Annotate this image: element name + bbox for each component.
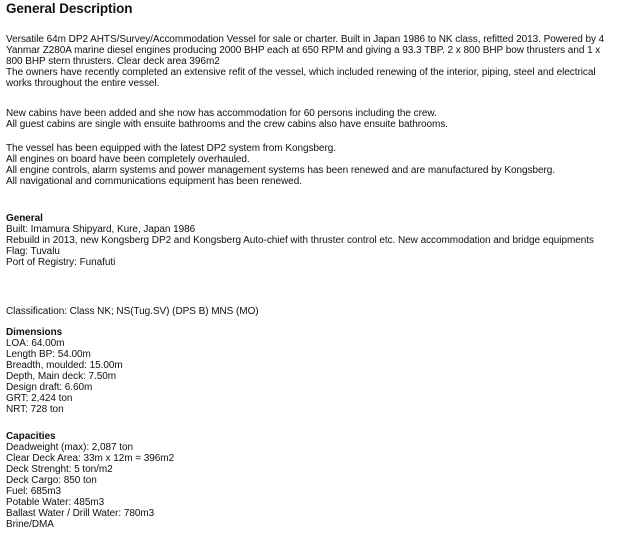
general-line: Rebuild in 2013, new Kongsberg DP2 and Kongsberg Auto-chief with thruster control etc. New accommodation and bridge equipments <box>6 235 594 246</box>
systems-line: All engine controls, alarm systems and power management systems has been renewed and are manufactured by Kongsberg. <box>6 165 555 176</box>
intro-line: Versatile 64m DP2 AHTS/Survey/Accommodation Vessel for sale or charter. Built in Japan 1986 to NK class, refitted 2013. Powered by 4 <box>6 34 605 45</box>
capacities-line: Deadweight (max): 2,087 ton <box>6 442 134 453</box>
capacities-line: Deck Strenght: 5 ton/m2 <box>6 464 113 475</box>
capacities-line: Potable Water: 485m3 <box>6 497 105 508</box>
cabins-line: New cabins have been added and she now has accommodation for 60 persons including the crew. <box>6 108 437 119</box>
intro-paragraph <box>6 34 624 89</box>
page-title: General Description <box>6 1 133 16</box>
general-line: Built: Imamura Shipyard, Kure, Japan 1986 <box>6 224 196 235</box>
cabins-line: All guest cabins are single with ensuite bathrooms and the crew cabins also have ensuite bathrooms. <box>6 119 448 130</box>
systems-paragraph <box>6 143 624 187</box>
systems-line: The vessel has been equipped with the latest DP2 system from Kongsberg. <box>6 143 336 154</box>
dimensions-line: Design draft: 6.60m <box>6 382 93 393</box>
dimensions-line: LOA: 64.00m <box>6 338 65 349</box>
systems-line: All engines on board have been completely overhauled. <box>6 154 250 165</box>
dimensions-line: Depth, Main deck: 7.50m <box>6 371 117 382</box>
capacities-line: Fuel: 685m3 <box>6 486 62 497</box>
dimensions-line: Breadth, moulded: 15.00m <box>6 360 123 371</box>
intro-line: works throughout the entire vessel. <box>6 78 160 89</box>
dimensions-heading: Dimensions <box>6 327 63 338</box>
general-heading: General <box>6 213 43 224</box>
general-line: Port of Registry: Funafuti <box>6 257 116 268</box>
classification-line: Classification: Class NK; NS(Tug.SV) (DPS B) MNS (MO) <box>6 306 259 317</box>
intro-line: 800 BHP stern thrusters. Clear deck area 396m2 <box>6 56 220 67</box>
capacities-line: Clear Deck Area: 33m x 12m = 396m2 <box>6 453 175 464</box>
dimensions-line: GRT: 2,424 ton <box>6 393 73 404</box>
capacities-heading: Capacities <box>6 431 56 442</box>
dimensions-line: NRT: 728 ton <box>6 404 64 415</box>
dimensions-section <box>6 327 624 415</box>
capacities-line: Ballast Water / Drill Water: 780m3 <box>6 508 155 519</box>
dimensions-line: Length BP: 54.00m <box>6 349 91 360</box>
intro-line: The owners have recently completed an extensive refit of the vessel, which included renewing of the interior, piping, steel and electrical <box>6 67 596 78</box>
systems-line: All navigational and communications equipment has been renewed. <box>6 176 302 187</box>
capacities-line: Deck Cargo: 850 ton <box>6 475 97 486</box>
general-line: Flag: Tuvalu <box>6 246 60 257</box>
general-section <box>6 213 624 268</box>
classification-section <box>6 306 624 317</box>
capacities-line: Brine/DMA <box>6 519 54 530</box>
capacities-section <box>6 431 624 530</box>
intro-line: Yanmar Z280A marine diesel engines producing 2000 BHP each at 650 RPM and giving a 93.3 TBP. 2 x 800 BHP bow thrusters and 1 x <box>6 45 601 56</box>
cabins-paragraph <box>6 108 624 130</box>
